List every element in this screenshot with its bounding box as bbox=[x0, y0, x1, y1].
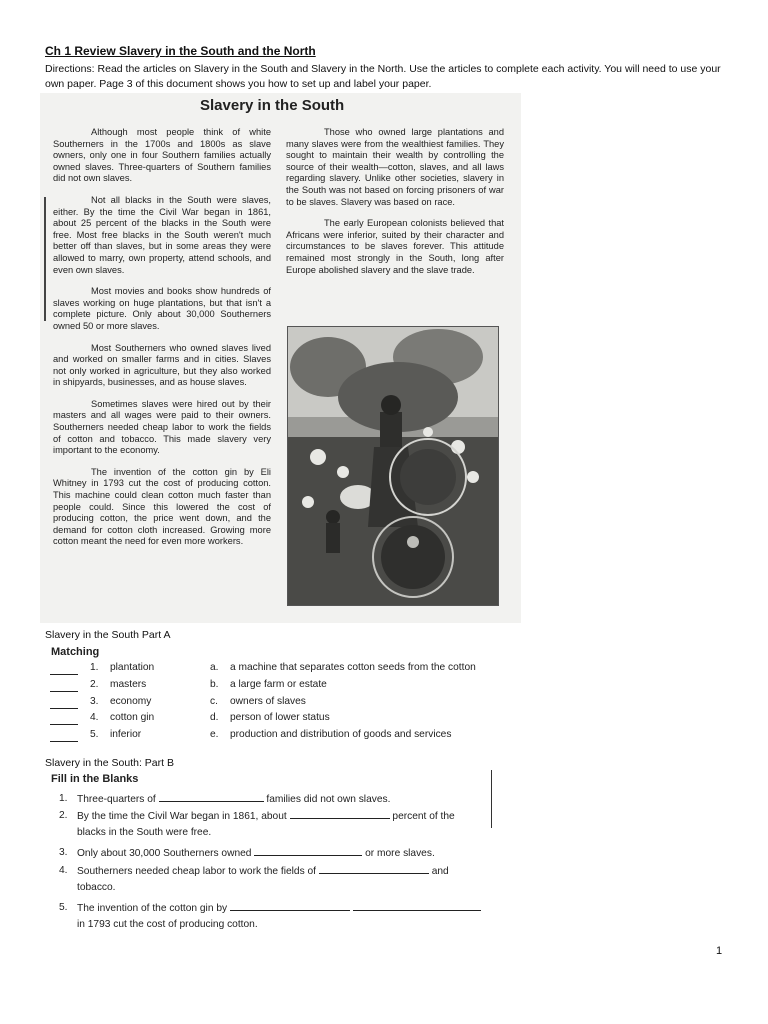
question-number: 4. bbox=[59, 865, 68, 876]
document-title: Ch 1 Review Slavery in the South and the North bbox=[45, 44, 316, 58]
item-number: 1. bbox=[90, 662, 99, 673]
answer-blank[interactable] bbox=[50, 662, 78, 675]
article-paragraph: Sometimes slaves were hired out by their masters and all wages were paid to their owners. Southerners needed cheap labor to work the fields of cotton and tobacco. This made slavery very important to the economy. bbox=[53, 398, 271, 456]
definition-letter: e. bbox=[210, 729, 219, 740]
matching-row bbox=[50, 679, 520, 694]
item-number: 2. bbox=[90, 679, 99, 690]
article-right-column bbox=[286, 127, 504, 286]
part-b-label: Slavery in the South: Part B bbox=[45, 757, 174, 769]
definition: a machine that separates cotton seeds from the cotton bbox=[230, 662, 476, 673]
question-text: tobacco. bbox=[77, 882, 116, 893]
answer-blank[interactable] bbox=[50, 679, 78, 692]
margin-bar bbox=[44, 197, 46, 321]
term: inferior bbox=[110, 729, 142, 740]
matching-row bbox=[50, 712, 520, 727]
question-number: 3. bbox=[59, 847, 68, 858]
answer-blank[interactable] bbox=[230, 900, 350, 911]
matching-title: Matching bbox=[51, 646, 100, 658]
article-left-column bbox=[53, 127, 271, 558]
question-text: and bbox=[431, 866, 449, 877]
matching-row bbox=[50, 662, 520, 677]
article-paragraph: Not all blacks in the South were slaves, either. By the time the Civil War began in 1861, about 25 percent of the blacks in the South were free. Most free blacks in the South weren't much better off than slaves, but in some areas they were allowed to marry, own property, attend schools, and even own slaves. bbox=[53, 194, 271, 275]
question-text: or more slaves. bbox=[365, 848, 435, 859]
definition-letter: b. bbox=[210, 679, 219, 690]
question-text: Only about 30,000 Southerners owned bbox=[77, 848, 252, 859]
definition: production and distribution of goods and services bbox=[230, 729, 452, 740]
article-title: Slavery in the South bbox=[200, 97, 345, 114]
item-number: 4. bbox=[90, 712, 99, 723]
article-scan bbox=[40, 93, 521, 623]
definition: owners of slaves bbox=[230, 696, 306, 707]
question-number: 5. bbox=[59, 902, 68, 913]
question-text: Southerners needed cheap labor to work the fields of bbox=[77, 866, 316, 877]
answer-blank[interactable] bbox=[50, 729, 78, 742]
definition: person of lower status bbox=[230, 712, 330, 723]
answer-blank[interactable] bbox=[319, 863, 429, 874]
question-text: in 1793 cut the cost of producing cotton. bbox=[77, 919, 258, 930]
definition-letter: d. bbox=[210, 712, 219, 723]
term: cotton gin bbox=[110, 712, 155, 723]
article-paragraph: Although most people think of white Southerners in the 1700s and 1800s as slave owners, only one in four Southern families actually owned slaves. Three-quarters of Southern families did not own slaves. bbox=[53, 127, 271, 184]
answer-blank[interactable] bbox=[353, 900, 481, 911]
question-text: The invention of the cotton gin by bbox=[77, 903, 228, 914]
question-text: percent of the bbox=[392, 811, 455, 822]
answer-blank[interactable] bbox=[159, 791, 264, 802]
article-paragraph: Most Southerners who owned slaves lived and worked on smaller farms and in cities. Slaves not only worked in agriculture, but they also worked in shipyards, businesses, and as house slaves. bbox=[53, 342, 271, 388]
item-number: 3. bbox=[90, 696, 99, 707]
term: plantation bbox=[110, 662, 155, 673]
question-text: blacks in the South were free. bbox=[77, 827, 212, 838]
fill-blanks-title: Fill in the Blanks bbox=[51, 773, 139, 785]
page-number: 1 bbox=[716, 945, 723, 957]
question-text: families did not own slaves. bbox=[266, 794, 391, 805]
definition: a large farm or estate bbox=[230, 679, 327, 690]
article-paragraph: Those who owned large plantations and many slaves were from the wealthiest families. They sought to maintain their wealth by controlling the source of their wealth—cotton, slaves, and all laws regarding slavery. Unlike other societies, slavery in the South was not based on forcing prisoners of war to be slaves. Slavery was based on race. bbox=[286, 127, 504, 207]
question-number: 1. bbox=[59, 793, 68, 804]
article-paragraph: The invention of the cotton gin by Eli Whitney in 1793 cut the cost of producing cotton. This machine could clean cotton much faster than people could. Since this lowered the cost of producing cotton, the price went down, and the demand for cotton cloth increased. Growing more cotton meant the need for even more workers. bbox=[53, 466, 271, 547]
question-text: By the time the Civil War began in 1861, about bbox=[77, 811, 287, 822]
question-number: 2. bbox=[59, 810, 68, 821]
answer-blank[interactable] bbox=[254, 845, 362, 856]
question-text: Three-quarters of bbox=[77, 794, 156, 805]
directions-text: Directions: Read the articles on Slavery in the South and Slavery in the North. Use the articles to complete each activity. You will need to use your own paper. Page 3 of this document shows you how to set up and label your paper. bbox=[45, 63, 721, 90]
answer-blank[interactable] bbox=[290, 808, 390, 819]
item-number: 5. bbox=[90, 729, 99, 740]
answer-blank[interactable] bbox=[50, 696, 78, 709]
definition-letter: c. bbox=[210, 696, 218, 707]
term: economy bbox=[110, 696, 152, 707]
article-paragraph: Most movies and books show hundreds of slaves working on huge plantations, but that isn't a complete picture. Only about 30,000 Southerners owned 50 or more slaves. bbox=[53, 286, 271, 331]
matching-row bbox=[50, 729, 520, 744]
term: masters bbox=[110, 679, 147, 690]
cotton-field-illustration bbox=[287, 326, 499, 606]
part-a-label: Slavery in the South Part A bbox=[45, 629, 171, 641]
definition-letter: a. bbox=[210, 662, 219, 673]
article-paragraph: The early European colonists believed that Africans were inferior, suited by their character and circumstances to be slaves forever. This attitude remained most strongly in the South, long after Europe abolished slavery and the slave trade. bbox=[286, 218, 504, 275]
illustration-drawing bbox=[288, 327, 498, 605]
answer-blank[interactable] bbox=[50, 712, 78, 725]
margin-bar bbox=[491, 770, 492, 828]
matching-row bbox=[50, 696, 520, 711]
